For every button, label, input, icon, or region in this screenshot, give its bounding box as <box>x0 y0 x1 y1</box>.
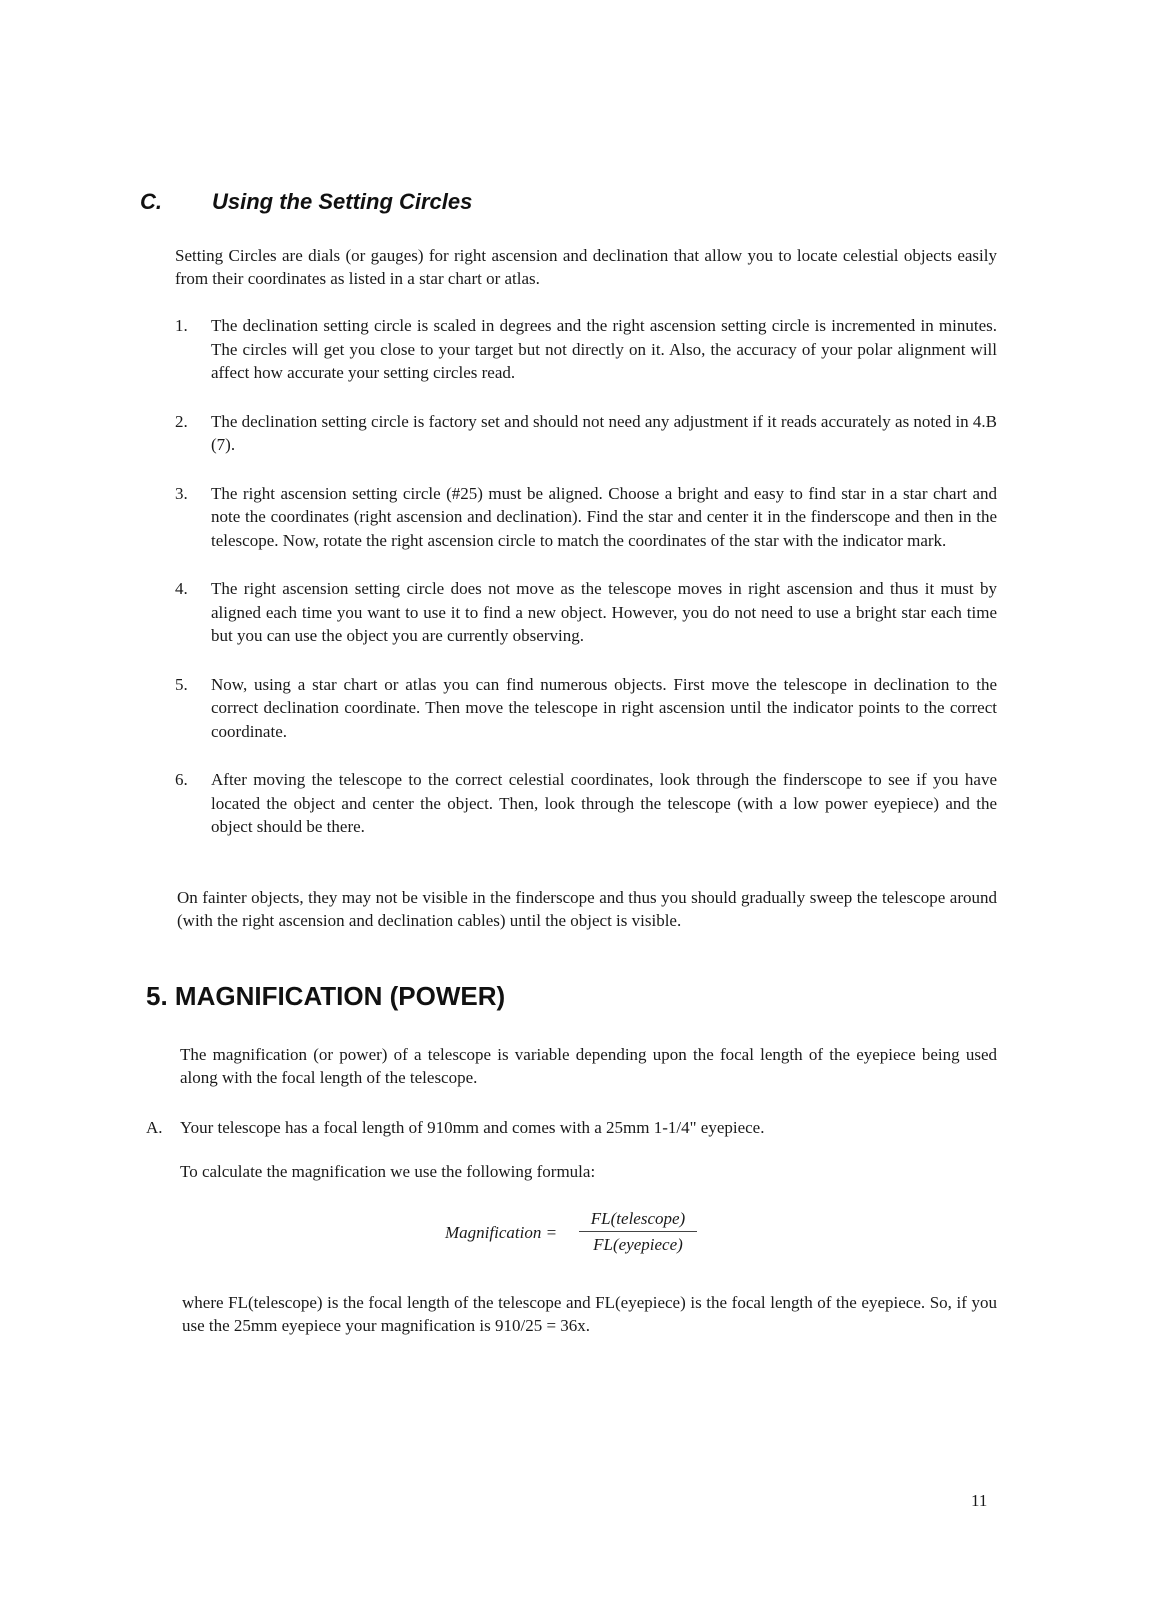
list-item <box>175 482 997 553</box>
fainter-objects-paragraph: On fainter objects, they may not be visible in the finderscope and thus you should gradually sweep the telescope around (with the right ascension and declination cables) until the object is visible. <box>177 888 997 930</box>
step-number: 1. <box>175 316 188 335</box>
section-title: Using the Setting Circles <box>212 189 473 214</box>
step-text: The right ascension setting circle (#25) must be aligned. Choose a bright and easy to find star in a star chart and note the coordinates (right ascension and declination). Find the star and center it in the finderscope and then in the telescope. Now, rotate the right ascension circle to match the coordinates of the star with the indicator mark. <box>211 483 997 550</box>
formula-intro: To calculate the magnification we use the following formula: <box>180 1162 596 1181</box>
section-letter: C. <box>140 189 162 214</box>
item-a <box>146 1116 764 1139</box>
list-item <box>175 410 997 457</box>
magnification-formula <box>445 1208 705 1268</box>
step-text: The declination setting circle is scaled in degrees and the right ascension setting circle is incremented in minutes. The circles will get you close to your target but not directly on it. Also, the accuracy of your polar alignment will affect how accurate your setting circles read. <box>211 316 997 382</box>
setting-circle-steps <box>175 314 997 864</box>
formula-lhs: Magnification = <box>445 1223 558 1242</box>
step-number: 4. <box>175 579 188 598</box>
fraction-bar <box>579 1231 697 1232</box>
item-a-letter: A. <box>146 1118 163 1137</box>
list-item <box>175 577 997 648</box>
step-number: 6. <box>175 770 188 789</box>
step-text: After moving the telescope to the correct celestial coordinates, look through the finderscope to see if you have located the object and center the object. Then, look through the telescope (with a low power eyepiece) and the object should be there. <box>211 770 997 836</box>
list-item <box>175 314 997 385</box>
item-a-text: Your telescope has a focal length of 910mm and comes with a 25mm 1-1/4" eyepiece. <box>180 1118 765 1137</box>
section-heading <box>140 189 472 215</box>
formula-explanation: where FL(telescope) is the focal length of the telescope and FL(eyepiece) is the focal length of the eyepiece. So, if you use the 25mm eyepiece your magnification is 910/25 = 36x. <box>182 1293 997 1335</box>
chapter-title: 5. MAGNIFICATION (POWER) <box>146 981 506 1011</box>
page-number: 11 <box>971 1491 988 1510</box>
intro-paragraph: Setting Circles are dials (or gauges) for right ascension and declination that allow you to locate celestial objects easily from their coordinates as listed in a star chart or atlas. <box>175 246 997 288</box>
step-number: 5. <box>175 674 188 694</box>
formula-fraction <box>575 1208 701 1256</box>
formula-numerator: FL(telescope) <box>590 1209 686 1228</box>
step-text: Now, using a star chart or atlas you can find numerous objects. First move the telescope in declination to the correct declination coordinate. Then move the telescope in right ascension until the indicator points to the correct coordinate. <box>211 674 997 741</box>
list-item <box>175 673 997 744</box>
step-number: 2. <box>175 411 188 431</box>
magnification-intro: The magnification (or power) of a telescope is variable depending upon the focal length of the eyepiece being used along with the focal length of the telescope. <box>180 1045 997 1087</box>
formula-denominator: FL(eyepiece) <box>593 1235 683 1254</box>
step-text: The declination setting circle is factory set and should not need any adjustment if it reads accurately as noted in 4.B (7). <box>211 411 998 454</box>
step-text: The right ascension setting circle does not move as the telescope moves in right ascension and thus it must by aligned each time you want to use it to find a new object. However, you do not need to use a bright star each time but you can use the object you are currently observing. <box>211 579 997 645</box>
step-number: 3. <box>175 483 188 503</box>
list-item <box>175 768 997 839</box>
